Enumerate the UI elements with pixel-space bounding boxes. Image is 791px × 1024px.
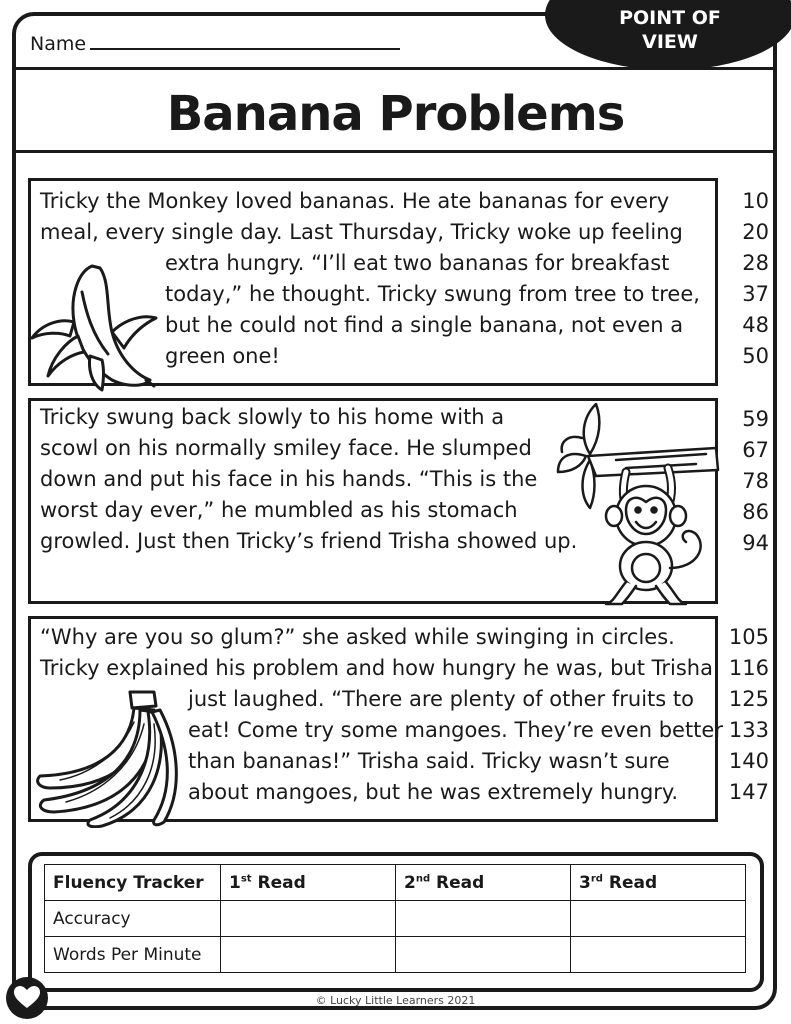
tracker-cell[interactable] bbox=[571, 937, 746, 973]
tracker-cell[interactable] bbox=[221, 937, 396, 973]
passage-line: growled. Just then Tricky’s friend Trisha showed up. bbox=[40, 529, 578, 553]
word-count: 67 bbox=[742, 438, 769, 462]
passage-line: worst day ever,” he mumbled as his stomach bbox=[40, 498, 518, 522]
passage-line: “Why are you so glum?” she asked while swinging in circles. bbox=[40, 625, 675, 649]
word-count: 86 bbox=[742, 500, 769, 524]
tracker-cell[interactable] bbox=[571, 901, 746, 937]
passage-line: today,” he thought. Tricky swung from tree to tree, bbox=[165, 282, 700, 306]
tracker-read-3-header: 3rd Read bbox=[571, 865, 746, 901]
tracker-cell[interactable] bbox=[221, 901, 396, 937]
name-field[interactable] bbox=[30, 30, 400, 55]
word-count: 133 bbox=[728, 718, 769, 742]
badge-line-2: VIEW bbox=[642, 31, 698, 53]
tracker-row-label: Words Per Minute bbox=[45, 937, 221, 973]
page-title: Banana Problems bbox=[166, 86, 625, 142]
name-blank-line[interactable] bbox=[90, 30, 400, 50]
name-label: Name bbox=[30, 33, 87, 55]
passage-line: green one! bbox=[165, 344, 280, 368]
word-count: 20 bbox=[742, 220, 769, 244]
fluency-tracker-table bbox=[44, 864, 746, 973]
passage-2-text bbox=[40, 402, 577, 557]
word-count: 59 bbox=[742, 407, 769, 431]
tracker-read-2-header: 2nd Read bbox=[396, 865, 571, 901]
peeled-banana-illustration bbox=[30, 262, 158, 392]
word-count: 125 bbox=[728, 687, 769, 711]
word-count: 94 bbox=[742, 531, 769, 555]
tracker-read-1-header: 1st Read bbox=[221, 865, 396, 901]
word-count: 147 bbox=[728, 780, 769, 804]
tracker-row-label: Accuracy bbox=[45, 901, 221, 937]
badge-label bbox=[590, 6, 750, 54]
tracker-cell[interactable] bbox=[396, 901, 571, 937]
passage-line: than bananas!” Trisha said. Tricky wasn’t sure bbox=[188, 749, 670, 773]
monkey-on-branch-illustration bbox=[556, 398, 720, 608]
passage-line: about mangoes, but he was extremely hungry. bbox=[188, 780, 679, 804]
badge-line-1: POINT OF bbox=[619, 7, 721, 29]
word-count: 78 bbox=[742, 469, 769, 493]
word-counts-2 bbox=[717, 404, 769, 559]
header-divider bbox=[12, 67, 777, 70]
passage-line: eat! Come try some mangoes. They’re even better bbox=[188, 718, 723, 742]
word-counts-1 bbox=[717, 186, 769, 372]
tracker-title: Fluency Tracker bbox=[45, 865, 221, 901]
passage-line: scowl on his normally smiley face. He slumped bbox=[40, 436, 532, 460]
word-count: 28 bbox=[742, 251, 769, 275]
word-count: 50 bbox=[742, 344, 769, 368]
word-count: 10 bbox=[742, 189, 769, 213]
passage-line: down and put his face in his hands. “This is the bbox=[40, 467, 538, 491]
tracker-row-wpm bbox=[45, 937, 746, 973]
tracker-row-accuracy bbox=[45, 901, 746, 937]
word-count: 48 bbox=[742, 313, 769, 337]
passage-line: meal, every single day. Last Thursday, Tricky woke up feeling bbox=[40, 220, 683, 244]
tracker-cell[interactable] bbox=[396, 937, 571, 973]
word-counts-3 bbox=[717, 622, 769, 808]
passage-line: but he could not find a single banana, not even a bbox=[165, 313, 684, 337]
passage-line: just laughed. “There are plenty of other fruits to bbox=[188, 687, 694, 711]
tracker-header-row bbox=[45, 865, 746, 901]
title-divider bbox=[12, 150, 777, 153]
banana-bunch-illustration bbox=[30, 688, 185, 828]
word-count: 105 bbox=[728, 625, 769, 649]
word-count: 140 bbox=[728, 749, 769, 773]
word-count: 116 bbox=[728, 656, 769, 680]
word-count: 37 bbox=[742, 282, 769, 306]
passage-line: extra hungry. “I’ll eat two bananas for breakfast bbox=[165, 251, 670, 275]
passage-line: Tricky the Monkey loved bananas. He ate bananas for every bbox=[40, 189, 670, 213]
passage-line: Tricky swung back slowly to his home with a bbox=[40, 405, 505, 429]
copyright-footer: © Lucky Little Learners 2021 bbox=[315, 994, 476, 1007]
passage-line: Tricky explained his problem and how hungry he was, but Trisha bbox=[40, 656, 713, 680]
